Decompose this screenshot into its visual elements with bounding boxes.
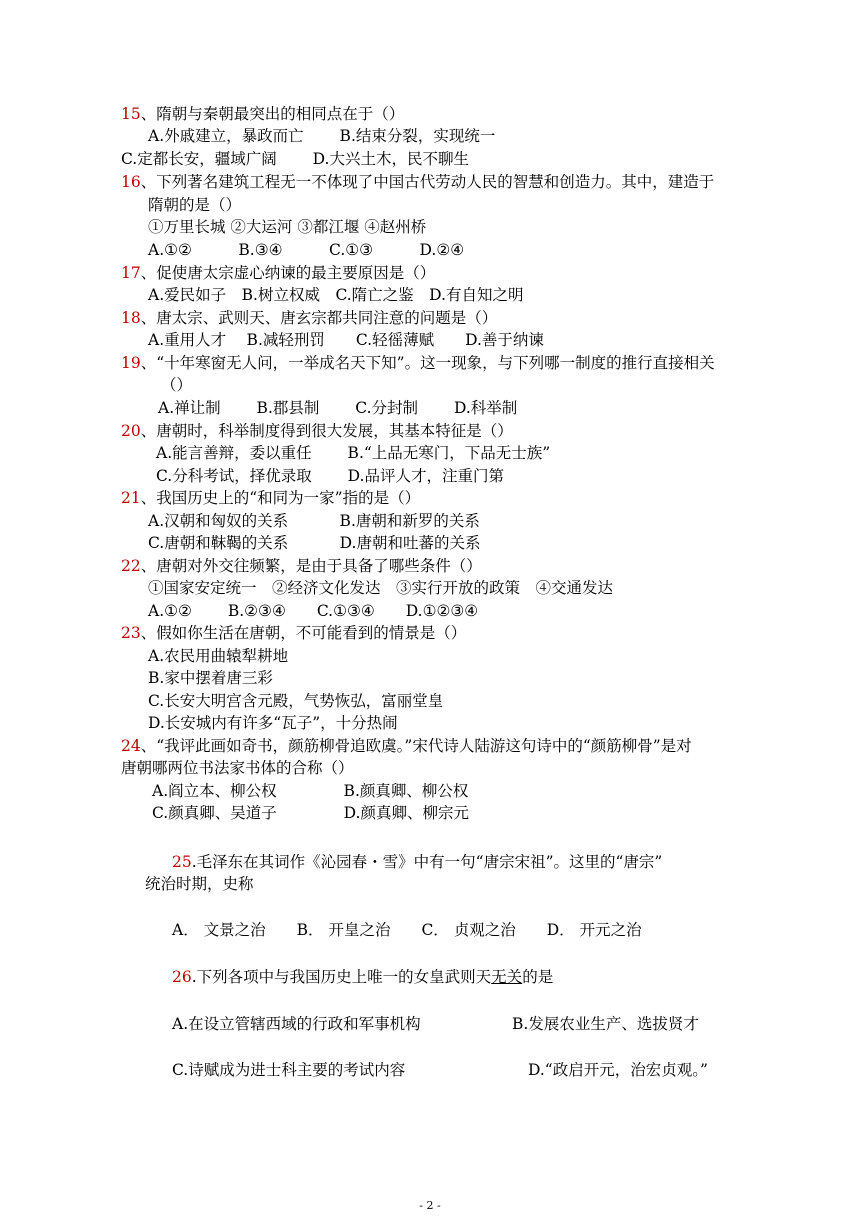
question-16-stem-cont: 隋朝的是（） xyxy=(148,196,242,214)
question-number: 17 xyxy=(121,264,141,282)
question-22-items: ①国家安定统一 ②经济文化发达 ③实行开放的政策 ④交通发达 xyxy=(148,579,614,597)
question-23-option-b: B.家中摆着唐三彩 xyxy=(148,669,273,687)
question-19-stem: 19、“十年寒窗无人问，一举成名天下知”。这一现象，与下列哪一制度的推行直接相关 xyxy=(121,354,715,372)
question-16-items: ①万里长城 ②大运河 ③都江堰 ④赵州桥 xyxy=(148,218,427,236)
question-17-options: A.爱民如子 B.树立权威 C.隋亡之鉴 D.有自知之明 xyxy=(148,286,524,304)
question-26-option-b: B.发展农业生产、选拔贤才 xyxy=(512,1015,699,1033)
question-23-stem: 23、假如你生活在唐朝，不可能看到的情景是（） xyxy=(121,624,467,642)
question-26-option-d: D.“政启开元，治宏贞观。” xyxy=(528,1061,708,1079)
question-19-stem-cont: （） xyxy=(161,376,193,394)
question-number: 26 xyxy=(172,968,192,986)
question-23-option-c: C.长安大明宫含元殿，气势恢弘，富丽堂皇 xyxy=(148,692,444,710)
question-26-option-a: A.在设立管辖西域的行政和军事机构 xyxy=(172,1015,421,1033)
question-23-option-d: D.长安城内有许多“瓦子”，十分热闹 xyxy=(148,714,398,732)
question-number: 24 xyxy=(121,737,141,755)
page-number: - 2 - xyxy=(419,1199,441,1212)
question-18-options: A.重用人才 B.减轻刑罚 C.轻徭薄赋 D.善于纳谏 xyxy=(148,331,544,349)
question-15-options-1: A.外戚建立，暴政而亡 B.结束分裂，实现统一 xyxy=(148,127,496,145)
question-22-options: A.①② B.②③④ C.①③④ D.①②③④ xyxy=(148,602,479,620)
question-20-stem: 20、唐朝时，科举制度得到很大发展，其基本特征是（） xyxy=(121,422,513,440)
question-21-options-1: A.汉朝和匈奴的关系 B.唐朝和新罗的关系 xyxy=(148,512,480,530)
question-18-stem: 18、唐太宗、武则天、唐玄宗都共同注意的问题是（） xyxy=(121,309,498,327)
question-number: 15 xyxy=(121,105,141,123)
question-17-stem: 17、促使唐太宗虚心纳谏的最主要原因是（） xyxy=(121,264,436,282)
question-16-options: A.①② B.③④ C.①③ D.②④ xyxy=(148,241,465,259)
question-25-options: A． 文景之治 B． 开皇之治 C． 贞观之治 D． 开元之治 xyxy=(172,921,642,939)
question-number: 22 xyxy=(121,557,141,575)
question-19-options: A.禅让制 B.郡县制 C.分封制 D.科举制 xyxy=(158,399,518,417)
question-26-option-c: C.诗赋成为进士科主要的考试内容 xyxy=(172,1061,406,1079)
question-25-stem: 25.毛泽东在其词作《沁园春・雪》中有一句“唐宗宋祖”。这里的“唐宗” xyxy=(172,853,663,871)
question-20-options-1: A.能言善辩，委以重任 B.“上品无寒门，下品无士族” xyxy=(156,444,551,462)
question-24-stem: 24、“我评此画如奇书，颜筋柳骨追欧虞。”宋代诗人陆游这句诗中的“颜筋柳骨”是对 xyxy=(121,737,692,755)
question-25-stem-cont: 统治时期，史称 xyxy=(145,875,254,893)
question-21-options-2: C.唐朝和靺鞨的关系 D.唐朝和吐蕃的关系 xyxy=(148,534,481,552)
question-22-stem: 22、唐朝对外交往频繁，是由于具备了哪些条件（） xyxy=(121,557,482,575)
question-number: 23 xyxy=(121,624,141,642)
question-21-stem: 21、我国历史上的“和同为一家”指的是（） xyxy=(121,489,421,507)
question-number: 18 xyxy=(121,309,141,327)
question-number: 21 xyxy=(121,489,141,507)
question-number: 25 xyxy=(172,853,192,871)
question-16-stem: 16、下列著名建筑工程无一不体现了中国古代劳动人民的智慧和创造力。其中，建造于 xyxy=(121,173,715,191)
question-15-options-2: C.定都长安，疆域广阔 D.大兴土木，民不聊生 xyxy=(121,150,469,168)
question-20-options-2: C.分科考试，择优录取 D.品评人才，注重门第 xyxy=(156,467,504,485)
underlined-keyword: 无关 xyxy=(491,968,523,986)
question-15-stem: 15、隋朝与秦朝最突出的相同点在于（） xyxy=(121,105,405,123)
question-number: 19 xyxy=(121,354,141,372)
question-24-stem-cont: 唐朝哪两位书法家书体的合称（） xyxy=(121,759,354,777)
question-number: 20 xyxy=(121,422,141,440)
question-number: 16 xyxy=(121,173,141,191)
question-23-option-a: A.农民用曲辕犁耕地 xyxy=(148,647,289,665)
question-24-options-1: A.阎立本、柳公权 B.颜真卿、柳公权 xyxy=(152,782,469,800)
question-24-options-2: C.颜真卿、吴道子 D.颜真卿、柳宗元 xyxy=(152,804,469,822)
question-26-stem: 26.下列各项中与我国历史上唯一的女皇武则天无关的是 xyxy=(172,968,554,986)
